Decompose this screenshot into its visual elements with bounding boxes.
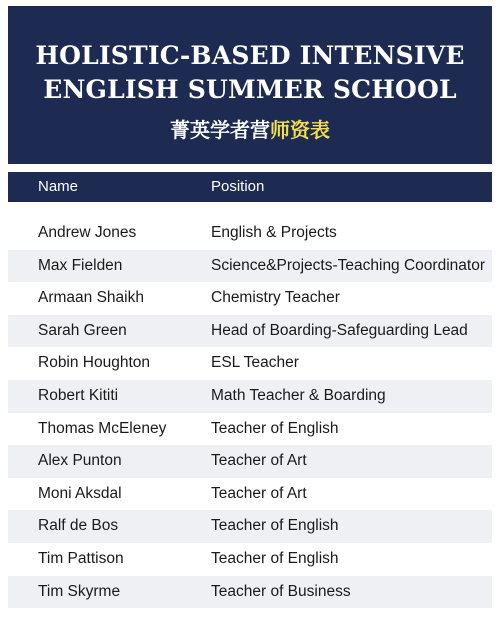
staff-position: Chemistry Teacher — [211, 289, 340, 307]
staff-position: Teacher of Business — [211, 582, 351, 600]
staff-position: Teacher of Art — [211, 484, 307, 502]
table-row — [8, 445, 492, 478]
staff-name: Robert Kititi — [38, 386, 119, 404]
staff-position: Teacher of English — [211, 549, 339, 567]
subtitle-faculty-list: 师资表 — [270, 118, 330, 142]
table-row — [8, 543, 492, 576]
header-banner — [8, 6, 492, 164]
staff-position: English & Projects — [211, 224, 337, 241]
staff-name: Robin Houghton — [38, 354, 151, 372]
staff-name: Tim Pattison — [38, 549, 124, 567]
table-row — [8, 576, 492, 609]
staff-name: Max Fielden — [38, 256, 123, 274]
column-header-position: Position — [211, 178, 265, 195]
title-line-1: HOLISTIC-BASED INTENSIVE — [35, 41, 465, 70]
table-row — [8, 478, 492, 511]
staff-position: Teacher of English — [211, 419, 339, 437]
table-row — [8, 510, 492, 543]
staff-table — [8, 217, 492, 608]
staff-name: Tim Skyrme — [38, 582, 121, 600]
staff-position: Teacher of Art — [211, 452, 307, 470]
staff-name: Thomas McEleney — [38, 419, 167, 437]
staff-name: Ralf de Bos — [38, 517, 119, 535]
staff-name: Moni Aksdal — [38, 484, 122, 502]
table-row — [8, 217, 492, 250]
staff-name: Armaan Shaikh — [38, 289, 144, 307]
table-row — [8, 282, 492, 315]
table-row — [8, 250, 492, 283]
column-header-name: Name — [38, 178, 79, 195]
staff-name: Alex Punton — [38, 452, 122, 470]
staff-position: Science&Projects-Teaching Coordinator — [211, 256, 485, 274]
table-row — [8, 380, 492, 413]
staff-position: Teacher of English — [211, 517, 339, 535]
staff-position: Head of Boarding-Safeguarding Lead — [211, 321, 468, 339]
staff-position: Math Teacher & Boarding — [211, 386, 386, 404]
table-header — [8, 172, 492, 202]
subtitle — [8, 117, 492, 143]
staff-position: ESL Teacher — [211, 354, 299, 372]
table-row — [8, 347, 492, 380]
staff-name: Sarah Green — [38, 321, 127, 339]
subtitle-camp-name: 菁英学者营 — [170, 118, 270, 142]
staff-name: Andrew Jones — [38, 224, 137, 241]
title-line-2: ENGLISH SUMMER SCHOOL — [43, 75, 457, 104]
table-row — [8, 315, 492, 348]
table-row — [8, 413, 492, 446]
